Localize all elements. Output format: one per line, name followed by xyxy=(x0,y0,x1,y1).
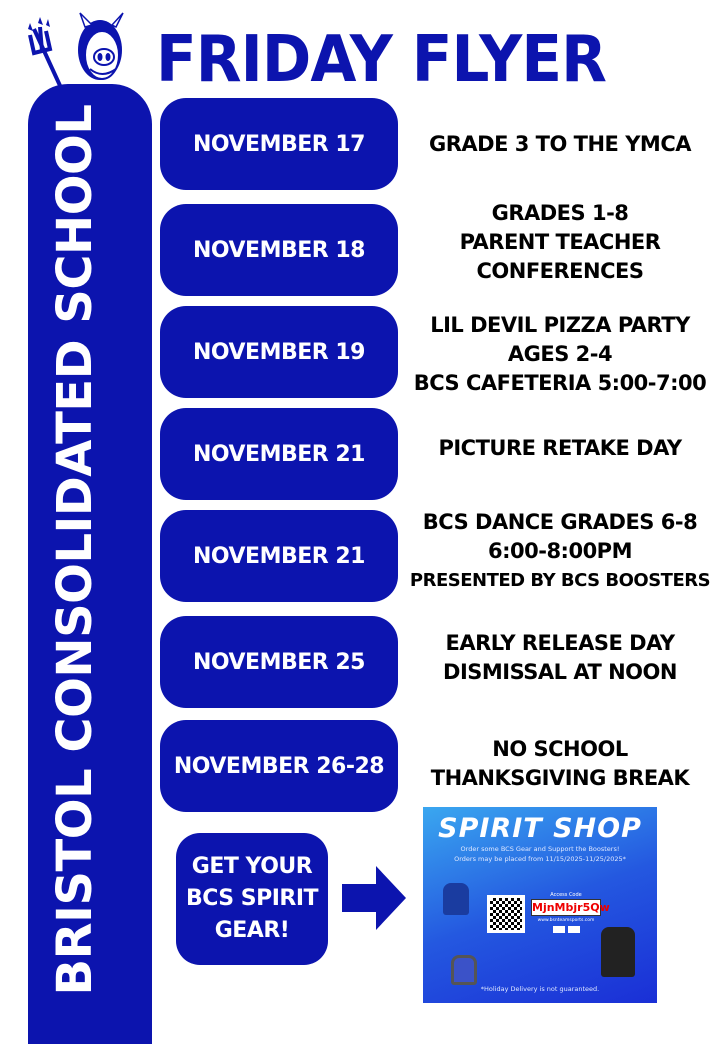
event-line: BCS CAFETERIA 5:00-7:00 xyxy=(413,370,707,395)
spirit-shop-ad xyxy=(423,807,657,1003)
blue-hoodie-image xyxy=(443,883,469,915)
shop-website: www.bsnteamsports.com xyxy=(537,918,595,923)
spirit-shop-line: Orders may be placed from 11/15/2025-11/25/2025* xyxy=(454,855,626,863)
qr-code xyxy=(487,895,525,933)
event-line: NO SCHOOL xyxy=(492,737,628,761)
event-line: LIL DEVIL PIZZA PARTY xyxy=(430,312,690,337)
black-hoodie-image xyxy=(601,927,635,977)
event-line: PARENT TEACHER xyxy=(459,229,661,254)
school-name: BRISTOL CONSOLIDATED SCHOOL xyxy=(47,104,103,996)
event-description xyxy=(400,718,720,810)
blue-devil-mascot-logo xyxy=(20,5,135,90)
event-line: PICTURE RETAKE DAY xyxy=(438,435,682,460)
visa-icon xyxy=(568,926,580,933)
gear-line: GEAR! xyxy=(214,918,290,943)
event-line: EARLY RELEASE DAY xyxy=(445,631,675,655)
event-line: AGES 2-4 xyxy=(507,341,613,366)
event-line: DISMISSAL AT NOON xyxy=(443,660,677,684)
event-line: CONFERENCES xyxy=(476,258,644,283)
event-date: NOVEMBER 19 xyxy=(160,306,398,398)
event-line: GRADES 1-8 xyxy=(491,200,629,225)
event-date: NOVEMBER 17 xyxy=(160,98,398,190)
event-description xyxy=(400,308,720,400)
access-code-block xyxy=(531,892,610,933)
event-line: PRESENTED BY BCS BOOSTERS xyxy=(409,569,711,591)
event-line: BCS DANCE GRADES 6-8 xyxy=(422,509,698,534)
spirit-shop-footnote: *Holiday Delivery is not guaranteed. xyxy=(480,985,600,993)
gear-line: BCS SPIRIT xyxy=(185,886,319,911)
event-description xyxy=(400,98,720,190)
event-date: NOVEMBER 21 xyxy=(160,408,398,500)
event-date: NOVEMBER 21 xyxy=(160,510,398,602)
access-code: MjnMbjr5Qw xyxy=(532,901,610,914)
event-date: NOVEMBER 26-28 xyxy=(160,720,398,812)
gear-line: GET YOUR xyxy=(191,854,313,879)
event-date: NOVEMBER 25 xyxy=(160,616,398,708)
spirit-shop-line: Order some BCS Gear and Support the Boosters! xyxy=(460,845,620,853)
event-date: NOVEMBER 18 xyxy=(160,204,398,296)
event-line: THANKSGIVING BREAK xyxy=(430,766,690,790)
spirit-gear-callout xyxy=(176,833,328,965)
access-code-label: Access Code xyxy=(550,892,582,898)
arrow-right-icon xyxy=(340,864,408,932)
page-title: FRIDAY FLYER xyxy=(156,23,606,97)
mastercard-icon xyxy=(553,926,565,933)
event-line: 6:00-8:00PM xyxy=(488,538,632,563)
event-description xyxy=(400,402,720,494)
event-description xyxy=(400,505,720,597)
spirit-shop-title: SPIRIT SHOP xyxy=(438,813,642,844)
event-line: GRADE 3 TO THE YMCA xyxy=(429,131,691,156)
event-description xyxy=(400,196,720,288)
tshirt-image xyxy=(451,955,477,985)
event-description xyxy=(400,612,720,704)
